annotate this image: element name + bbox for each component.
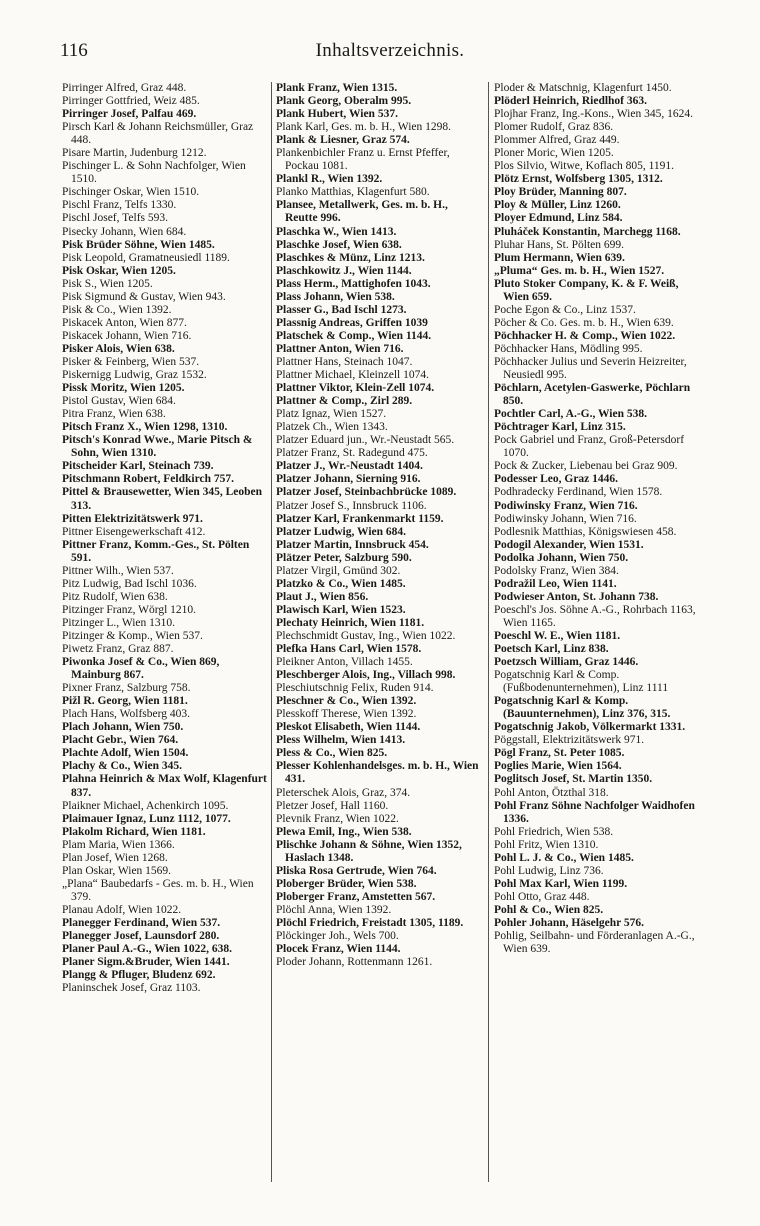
index-entry: Pock & Zucker, Liebenau bei Graz 909. (494, 460, 678, 473)
index-entry: Pless & Co., Wien 825. (276, 747, 388, 760)
index-entry: Pirsch Karl & Johann Reichsmüller, Graz 448. (62, 121, 254, 147)
index-entry: Plefka Hans Carl, Wien 1578. (276, 643, 422, 656)
index-entry: Plach Johann, Wien 750. (62, 721, 184, 734)
index-entry: Pischl Josef, Telfs 593. (62, 212, 168, 225)
index-entry: Plawisch Karl, Wien 1523. (276, 603, 406, 616)
index-entry: Ploberger Franz, Amstetten 567. (276, 890, 436, 903)
index-entry: Pless Wilhelm, Wien 1413. (276, 734, 406, 747)
index-entry: Plakolm Richard, Wien 1181. (62, 825, 206, 838)
index-entry: Plass Herm., Mattighofen 1043. (276, 277, 431, 290)
index-entry: Platz Ignaz, Wien 1527. (276, 408, 387, 421)
index-entry: Poglies Marie, Wien 1564. (494, 760, 622, 773)
index-entry: Pluto Stoker Company, K. & F. Weiß, Wien 659. (494, 277, 679, 303)
index-entry: Pleskot Elisabeth, Wien 1144. (276, 721, 421, 734)
index-entry: Ploy Brüder, Manning 807. (494, 186, 627, 199)
page-number: 116 (60, 40, 88, 61)
index-entry: Piskacek Johann, Wien 716. (62, 329, 192, 342)
index-entry: Pischl Franz, Telfs 1330. (62, 199, 177, 212)
index-entry: Poeschl W. E., Wien 1181. (494, 629, 621, 642)
index-entry: Platzek Ch., Wien 1343. (276, 421, 388, 434)
index-entry: Plachte Adolf, Wien 1504. (62, 747, 189, 760)
index-entry: Platzer Josef, Steinbachbrücke 1089. (276, 486, 457, 499)
index-entry: Plaschke Josef, Wien 638. (276, 238, 402, 251)
index-entry: Pitscheider Karl, Steinach 739. (62, 460, 214, 473)
index-entry: Plöchl Friedrich, Freistadt 1305, 1189. (276, 917, 464, 929)
index-entry: Platzer Karl, Frankenmarkt 1159. (276, 512, 444, 525)
column-divider (488, 82, 489, 1182)
index-entry: Pisk S., Wien 1205. (62, 277, 153, 290)
index-entry: Ploberger Brüder, Wien 538. (276, 877, 417, 890)
index-entry: Plattner Michael, Kleinzell 1074. (276, 369, 429, 382)
index-entry: Plaschka W., Wien 1413. (276, 225, 397, 238)
index-entry: Pittner Franz, Komm.-Ges., St. Pölten 591. (62, 538, 250, 564)
index-entry: Podwieser Anton, St. Johann 738. (494, 590, 659, 603)
index-entry: Planegger Ferdinand, Wien 537. (62, 917, 221, 929)
index-entry: Plattner & Comp., Zirl 289. (276, 395, 413, 408)
index-column-3 (494, 82, 700, 956)
index-entry: Plank Franz, Wien 1315. (276, 82, 398, 94)
index-entry: Platzer Ludwig, Wien 684. (276, 525, 407, 538)
index-entry: Plankl R., Wien 1392. (276, 173, 383, 186)
index-entry: Pixner Franz, Salzburg 758. (62, 682, 191, 695)
index-entry: Pitz Rudolf, Wien 638. (62, 590, 168, 603)
index-entry: Plätzer Peter, Salzburg 590. (276, 551, 412, 564)
index-entry: Pisk Brüder Söhne, Wien 1485. (62, 238, 215, 251)
index-entry: Plommer Alfred, Graz 449. (494, 134, 620, 147)
index-entry: Planegger Josef, Launsdorf 280. (62, 930, 220, 943)
index-entry: Plevnik Franz, Wien 1022. (276, 812, 399, 825)
index-entry: Pleschberger Alois, Ing., Villach 998. (276, 669, 456, 682)
index-entry: Plechschmidt Gustav, Ing., Wien 1022. (276, 629, 456, 642)
index-entry: Plangg & Pfluger, Bludenz 692. (62, 969, 216, 982)
index-entry: Piskacek Anton, Wien 877. (62, 316, 187, 329)
index-entry: Plos Silvio, Witwe, Koflach 805, 1191. (494, 160, 675, 173)
index-entry: Plöchl Anna, Wien 1392. (276, 903, 392, 916)
index-entry: Plojhar Franz, Ing.-Kons., Wien 345, 1624. (494, 108, 693, 121)
index-entry: Pitzinger Franz, Wörgl 1210. (62, 603, 197, 616)
index-entry: Placht Gebr., Wien 764. (62, 734, 179, 747)
index-entry: Plöckinger Joh., Wels 700. (276, 930, 399, 943)
index-entry: Plattner Anton, Wien 716. (276, 342, 404, 355)
index-entry: Pitschmann Robert, Feldkirch 757. (62, 473, 234, 486)
index-entry: „Plana“ Baubedarfs - Ges. m. b. H., Wien 379. (62, 877, 254, 903)
index-entry: Pohl Franz Söhne Nachfolger Waidhofen 1336. (494, 799, 695, 825)
index-entry: Piwonka Josef & Co., Wien 869, Mainburg 867. (62, 656, 220, 682)
index-columns (62, 82, 702, 1182)
index-entry: Pohl Max Karl, Wien 1199. (494, 877, 628, 890)
index-entry: Plank Karl, Ges. m. b. H., Wien 1298. (276, 121, 451, 134)
index-entry: Planer Paul A.-G., Wien 1022, 638. (62, 943, 232, 956)
index-entry: Poetzsch William, Graz 1446. (494, 656, 639, 669)
index-entry: Pischinger Oskar, Wien 1510. (62, 186, 200, 199)
index-entry: Pistol Gustav, Wien 684. (62, 395, 176, 408)
index-entry: Pohl Ludwig, Linz 736. (494, 864, 604, 877)
index-entry: Pitzinger L., Wien 1310. (62, 616, 176, 629)
index-entry: Planinschek Josef, Graz 1103. (62, 982, 201, 995)
index-entry: Pirringer Alfred, Graz 448. (62, 82, 187, 94)
index-entry: Pisker Alois, Wien 638. (62, 342, 175, 355)
index-entry: Plan Josef, Wien 1268. (62, 851, 168, 864)
index-entry: Pohl Friedrich, Wien 538. (494, 825, 614, 838)
index-entry: Pöchhacker Julius und Severin Heizreiter, Neusiedl 995. (494, 355, 687, 382)
index-entry: Plaut J., Wien 856. (276, 590, 369, 603)
index-entry: Pitten Elektrizitätswerk 971. (62, 512, 203, 525)
index-entry: Pohlig, Seilbahn- und Förderanlagen A.-G., Wien 639. (494, 930, 695, 956)
page-title: Inhaltsverzeichnis. (315, 40, 465, 61)
index-entry: Podhradecky Ferdinand, Wien 1578. (494, 486, 663, 499)
index-entry: Plesser Kohlenhandelsges. m. b. H., Wien 431. (276, 760, 479, 786)
index-entry: Planko Matthias, Klagenfurt 580. (276, 186, 430, 199)
index-entry: Pisare Martin, Judenburg 1212. (62, 147, 207, 160)
index-entry: Pitsch's Konrad Wwe., Marie Pitsch & Sohn, Wien 1310. (62, 434, 253, 460)
index-entry: Plasser G., Bad Ischl 1273. (276, 303, 407, 316)
index-entry: Poetsch Karl, Linz 838. (494, 643, 609, 656)
index-entry: Pisk Sigmund & Gustav, Wien 943. (62, 290, 226, 303)
index-entry: Plassnig Andreas, Griffen 1039 (276, 316, 428, 329)
index-entry: Poche Egon & Co., Linz 1537. (494, 303, 636, 316)
index-entry: „Pluma“ Ges. m. b. H., Wien 1527. (494, 264, 665, 277)
index-entry: Platzko & Co., Wien 1485. (276, 577, 406, 590)
index-entry: Pöcher & Co. Ges. m. b. H., Wien 639. (494, 316, 674, 329)
index-entry: Plöderl Heinrich, Riedlhof 363. (494, 95, 648, 108)
index-entry: Pirringer Josef, Palfau 469. (62, 108, 197, 121)
index-entry: Plahna Heinrich & Max Wolf, Klagenfurt 837. (62, 773, 267, 799)
index-entry: Pliska Rosa Gertrude, Wien 764. (276, 864, 437, 877)
index-entry: Pohl Otto, Graz 448. (494, 890, 590, 903)
index-entry: Pohl Anton, Ötzthal 318. (494, 786, 609, 799)
index-entry: Podolsky Franz, Wien 384. (494, 564, 619, 577)
index-entry: Planau Adolf, Wien 1022. (62, 903, 182, 916)
index-entry: Pleschner & Co., Wien 1392. (276, 695, 417, 708)
index-entry: Planer Sigm.&Bruder, Wien 1441. (62, 956, 230, 969)
index-entry: Poglitsch Josef, St. Martin 1350. (494, 773, 653, 786)
index-entry: Pižl R. Georg, Wien 1181. (62, 695, 188, 708)
index-entry: Pirringer Gottfried, Weiz 485. (62, 95, 200, 108)
index-entry: Plötz Ernst, Wolfsberg 1305, 1312. (494, 173, 663, 186)
index-entry: Pitra Franz, Wien 638. (62, 408, 166, 421)
index-entry: Pischinger L. & Sohn Nachfolger, Wien 1510. (62, 160, 246, 186)
index-entry: Plaimauer Ignaz, Lunz 1112, 1077. (62, 812, 231, 825)
index-entry: Platzer Josef S., Innsbruck 1106. (276, 499, 427, 512)
index-entry: Pogatschnig Jakob, Völkermarkt 1331. (494, 721, 686, 734)
index-entry: Plank & Liesner, Graz 574. (276, 134, 410, 147)
index-entry: Platzer Franz, St. Radegund 475. (276, 447, 428, 460)
index-entry: Plocek Franz, Wien 1144. (276, 943, 401, 956)
index-entry: Plischke Johann & Söhne, Wien 1352, Haslach 1348. (276, 838, 462, 864)
index-entry: Pisk Oskar, Wien 1205. (62, 264, 176, 277)
index-entry: Platzer Eduard jun., Wr.-Neustadt 565. (276, 434, 455, 447)
index-entry: Pogatschnig Karl & Comp. (Fußbodenunternehmen), Linz 1111 (494, 669, 669, 695)
index-entry: Platzer Johann, Sierning 916. (276, 473, 421, 486)
index-entry: Podlesnik Matthias, Königswiesen 458. (494, 525, 677, 538)
index-entry: Plomer Rudolf, Graz 836. (494, 121, 614, 134)
index-entry: Plansee, Metallwerk, Ges. m. b. H., Reutte 996. (276, 199, 448, 225)
index-entry: Pöchhacker Hans, Mödling 995. (494, 342, 643, 355)
index-column-2 (276, 82, 482, 969)
index-entry: Platzer J., Wr.-Neustadt 1404. (276, 460, 423, 473)
index-entry: Podiwinsky Franz, Wien 716. (494, 499, 638, 512)
index-entry: Podogil Alexander, Wien 1531. (494, 538, 644, 551)
index-entry: Pohl Fritz, Wien 1310. (494, 838, 599, 851)
index-entry: Pisk Leopold, Gramatneusiedl 1189. (62, 251, 230, 264)
index-entry: Pittner Eisengewerkschaft 412. (62, 525, 206, 538)
index-entry: Pöchlarn, Acetylen-Gaswerke, Pöchlarn 850. (494, 382, 691, 408)
index-entry: Pögl Franz, St. Peter 1085. (494, 747, 625, 760)
index-entry: Ploner Moric, Wien 1205. (494, 147, 614, 160)
index-entry: Pitzinger & Komp., Wien 537. (62, 629, 203, 642)
index-entry: Piskernigg Ludwig, Graz 1532. (62, 369, 207, 382)
index-entry: Plaschkowitz J., Wien 1144. (276, 264, 412, 277)
index-entry: Pleschiutschnig Felix, Ruden 914. (276, 682, 434, 695)
index-entry: Plankenbichler Franz u. Ernst Pfeffer, Pockau 1081. (276, 147, 450, 173)
index-entry: Ploder & Matschnig, Klagenfurt 1450. (494, 82, 672, 94)
column-divider (271, 82, 272, 1182)
index-entry: Pleikner Anton, Villach 1455. (276, 656, 413, 669)
index-entry: Plaikner Michael, Achenkirch 1095. (62, 799, 229, 812)
index-entry: Piwetz Franz, Graz 887. (62, 643, 174, 656)
index-entry: Pitz Ludwig, Bad Ischl 1036. (62, 577, 197, 590)
index-entry: Pöggstall, Elektrizitätswerk 971. (494, 734, 645, 747)
index-entry: Pisker & Feinberg, Wien 537. (62, 355, 200, 368)
index-entry: Plam Maria, Wien 1366. (62, 838, 175, 851)
index-entry: Podražil Leo, Wien 1141. (494, 577, 617, 590)
index-entry: Platzer Martin, Innsbruck 454. (276, 538, 429, 551)
index-entry: Pittner Wilh., Wien 537. (62, 564, 174, 577)
index-entry: Plaschkes & Münz, Linz 1213. (276, 251, 425, 264)
index-entry: Plechaty Heinrich, Wien 1181. (276, 616, 425, 629)
index-entry: Platschek & Comp., Wien 1144. (276, 329, 432, 342)
index-entry: Plan Oskar, Wien 1569. (62, 864, 172, 877)
index-entry: Pissk Moritz, Wien 1205. (62, 382, 185, 395)
index-entry: Pleterschek Alois, Graz, 374. (276, 786, 411, 799)
index-entry: Pisecky Johann, Wien 684. (62, 225, 187, 238)
index-entry: Pittel & Brausewetter, Wien 345, Leoben 313. (62, 486, 263, 512)
index-entry: Plach Hans, Wolfsberg 403. (62, 708, 191, 721)
index-entry: Plank Georg, Oberalm 995. (276, 95, 412, 108)
index-entry: Pock Gabriel und Franz, Groß-Petersdorf 1070. (494, 434, 685, 460)
index-entry: Podiwinsky Johann, Wien 716. (494, 512, 637, 525)
index-entry: Plattner Viktor, Klein-Zell 1074. (276, 382, 435, 395)
index-entry: Platzer Virgil, Gmünd 302. (276, 564, 401, 577)
index-entry: Pluhar Hans, St. Pölten 699. (494, 238, 625, 251)
index-entry: Plank Hubert, Wien 537. (276, 108, 398, 121)
index-entry: Plesskoff Therese, Wien 1392. (276, 708, 417, 721)
index-entry: Plewa Emil, Ing., Wien 538. (276, 825, 412, 838)
index-entry: Pöchtrager Karl, Linz 315. (494, 421, 626, 434)
index-entry: Pogatschnig Karl & Komp. (Bauunternehmen), Linz 376, 315. (494, 695, 671, 721)
index-entry: Podesser Leo, Graz 1446. (494, 473, 619, 486)
index-entry: Plass Johann, Wien 538. (276, 290, 395, 303)
index-entry: Plachy & Co., Wien 345. (62, 760, 183, 773)
index-entry: Pletzer Josef, Hall 1160. (276, 799, 389, 812)
index-entry: Pohl & Co., Wien 825. (494, 903, 604, 916)
page-header (60, 40, 720, 66)
index-entry: Pochtler Carl, A.-G., Wien 538. (494, 408, 648, 421)
index-entry: Plattner Hans, Steinach 1047. (276, 355, 413, 368)
index-entry: Pöchhacker H. & Comp., Wien 1022. (494, 329, 676, 342)
index-entry: Ployer Edmund, Linz 584. (494, 212, 623, 225)
index-entry: Ploder Johann, Rottenmann 1261. (276, 956, 433, 969)
index-column-1 (62, 82, 268, 995)
index-entry: Pluháček Konstantin, Marchegg 1168. (494, 225, 681, 238)
index-entry: Pohl L. J. & Co., Wien 1485. (494, 851, 634, 864)
index-entry: Podolka Johann, Wien 750. (494, 551, 629, 564)
index-entry: Pisk & Co., Wien 1392. (62, 303, 172, 316)
index-entry: Ploy & Müller, Linz 1260. (494, 199, 621, 212)
index-entry: Pitsch Franz X., Wien 1298, 1310. (62, 421, 228, 434)
index-entry: Plum Hermann, Wien 639. (494, 251, 625, 264)
index-entry: Poeschl's Jos. Söhne A.-G., Rohrbach 1163, Wien 1165. (494, 603, 696, 629)
index-entry: Pohler Johann, Häselgehr 576. (494, 917, 645, 929)
